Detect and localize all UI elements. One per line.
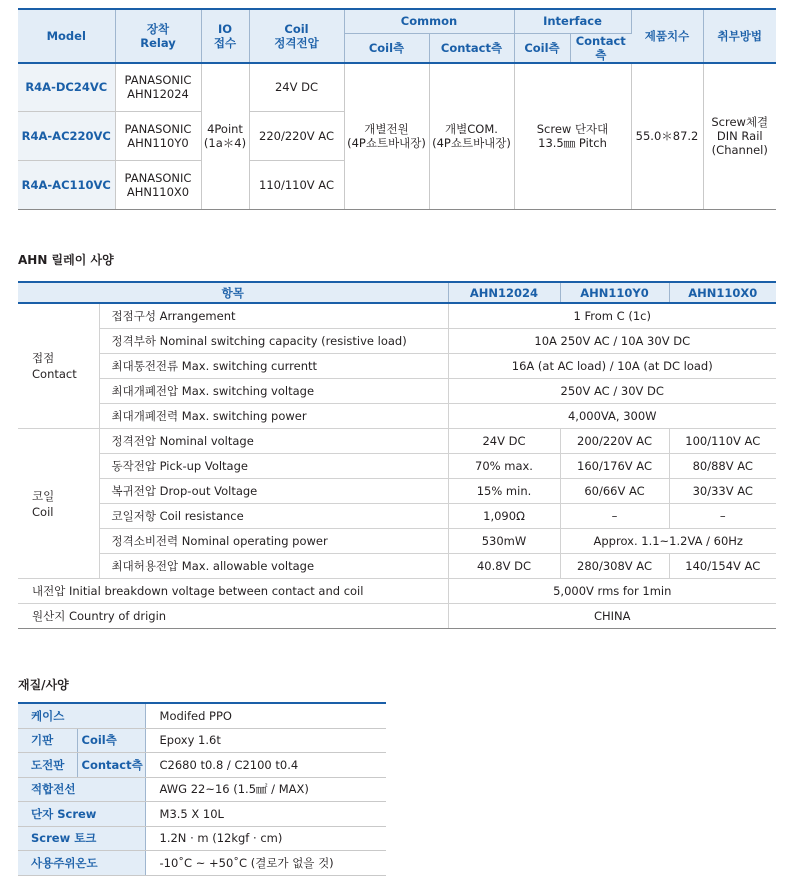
spec-value: 530mW bbox=[448, 529, 560, 554]
spec-value: 4,000VA, 300W bbox=[448, 404, 776, 429]
spec-label: 정격소비전력 Nominal operating power bbox=[99, 529, 448, 554]
header-coil: Coil 정격전압 bbox=[249, 9, 344, 63]
spec-value: 160/176V AC bbox=[560, 454, 669, 479]
material-table bbox=[18, 702, 386, 876]
spec-value: 16A (at AC load) / 10A (at DC load) bbox=[448, 354, 776, 379]
spec-value: Approx. 1.1~1.2VA / 60Hz bbox=[560, 529, 776, 554]
spec-value: CHINA bbox=[448, 604, 776, 629]
header-relay: 장착 Relay bbox=[115, 9, 201, 63]
spec-label: 코일저항 Coil resistance bbox=[99, 504, 448, 529]
section-title-material: 재질/사양 bbox=[18, 678, 69, 692]
material-label: 적합전선 bbox=[18, 777, 145, 802]
spec-value: 60/66V AC bbox=[560, 479, 669, 504]
header-ahn110y0: AHN110Y0 bbox=[560, 282, 669, 303]
common-contact-cell: 개별COM. (4P쇼트바내장) bbox=[429, 63, 514, 210]
spec-label: 접점구성 Arrangement bbox=[99, 303, 448, 329]
material-value: C2680 t0.8 / C2100 t0.4 bbox=[145, 753, 386, 778]
spec-value: 1,090Ω bbox=[448, 504, 560, 529]
material-value: 1.2N · m (12kgf · cm) bbox=[145, 826, 386, 851]
spec-label: 원산지 Country of drigin bbox=[18, 604, 448, 629]
spec-label: 내전압 Initial breakdown voltage between contact and coil bbox=[18, 579, 448, 604]
relay-spec-table bbox=[18, 281, 776, 629]
model-cell: R4A-DC24VC bbox=[18, 63, 115, 112]
spec-label: 복귀전압 Drop-out Voltage bbox=[99, 479, 448, 504]
material-value: Epoxy 1.6t bbox=[145, 728, 386, 753]
spec-value: 140/154V AC bbox=[669, 554, 776, 579]
material-sub-label: Coil측 bbox=[77, 728, 145, 753]
interface-cell: Screw 단자대 13.5㎜ Pitch bbox=[514, 63, 631, 210]
header-common-contact: Contact측 bbox=[429, 33, 514, 63]
coil-group-label: 코일 Coil bbox=[18, 429, 99, 579]
header-ahn12024: AHN12024 bbox=[448, 282, 560, 303]
material-value: Modifed PPO bbox=[145, 703, 386, 728]
material-value: AWG 22~16 (1.5㎟ / MAX) bbox=[145, 777, 386, 802]
header-model: Model bbox=[18, 9, 115, 63]
spec-value: 280/308V AC bbox=[560, 554, 669, 579]
spec-value: 5,000V rms for 1min bbox=[448, 579, 776, 604]
spec-value: 24V DC bbox=[448, 429, 560, 454]
section-title-relay-spec: AHN 릴레이 사양 bbox=[18, 253, 114, 267]
material-label: 도전판 bbox=[18, 753, 77, 778]
spec-value: 15% min. bbox=[448, 479, 560, 504]
model-cell: R4A-AC110VC bbox=[18, 161, 115, 210]
spec-label: 최대통전전류 Max. switching currentt bbox=[99, 354, 448, 379]
spec-label: 정격부하 Nominal switching capacity (resistive load) bbox=[99, 329, 448, 354]
spec-value: 1 From C (1c) bbox=[448, 303, 776, 329]
material-label: 케이스 bbox=[18, 703, 145, 728]
model-cell: R4A-AC220VC bbox=[18, 112, 115, 161]
header-if-contact: Contact측 bbox=[570, 33, 631, 63]
coil-voltage-cell: 110/110V AC bbox=[249, 161, 344, 210]
io-cell: 4Point (1a＊4) bbox=[201, 63, 249, 210]
relay-cell: PANASONIC AHN110Y0 bbox=[115, 112, 201, 161]
material-value: -10˚C ~ +50˚C (결로가 없을 것) bbox=[145, 851, 386, 876]
contact-group-label: 접점 Contact bbox=[18, 303, 99, 429]
coil-voltage-cell: 220/220V AC bbox=[249, 112, 344, 161]
model-table bbox=[18, 8, 776, 210]
header-interface: Interface bbox=[514, 9, 631, 33]
coil-voltage-cell: 24V DC bbox=[249, 63, 344, 112]
material-label: 기판 bbox=[18, 728, 77, 753]
spec-value: 30/33V AC bbox=[669, 479, 776, 504]
spec-value: – bbox=[560, 504, 669, 529]
relay-cell: PANASONIC AHN110X0 bbox=[115, 161, 201, 210]
spec-label: 최대개폐전압 Max. switching voltage bbox=[99, 379, 448, 404]
material-label: Screw 토크 bbox=[18, 826, 145, 851]
header-if-coil: Coil측 bbox=[514, 33, 570, 63]
material-sub-label: Contact측 bbox=[77, 753, 145, 778]
relay-cell: PANASONIC AHN12024 bbox=[115, 63, 201, 112]
material-label: 사용주위온도 bbox=[18, 851, 145, 876]
handling-cell: Screw체결 DIN Rail (Channel) bbox=[703, 63, 776, 210]
spec-value: 200/220V AC bbox=[560, 429, 669, 454]
header-common: Common bbox=[344, 9, 514, 33]
spec-value: 100/110V AC bbox=[669, 429, 776, 454]
header-item: 항목 bbox=[18, 282, 448, 303]
header-handling: 취부방법 bbox=[703, 9, 776, 63]
header-ahn110x0: AHN110X0 bbox=[669, 282, 776, 303]
spec-value: 250V AC / 30V DC bbox=[448, 379, 776, 404]
spec-label: 동작전압 Pick-up Voltage bbox=[99, 454, 448, 479]
spec-value: 80/88V AC bbox=[669, 454, 776, 479]
spec-label: 정격전압 Nominal voltage bbox=[99, 429, 448, 454]
spec-value: 40.8V DC bbox=[448, 554, 560, 579]
spec-label: 최대허용전압 Max. allowable voltage bbox=[99, 554, 448, 579]
common-coil-cell: 개별전원 (4P쇼트바내장) bbox=[344, 63, 429, 210]
spec-value: 70% max. bbox=[448, 454, 560, 479]
spec-value: – bbox=[669, 504, 776, 529]
material-value: M3.5 X 10L bbox=[145, 802, 386, 827]
header-io: IO 접수 bbox=[201, 9, 249, 63]
header-common-coil: Coil측 bbox=[344, 33, 429, 63]
spec-label: 최대개폐전력 Max. switching power bbox=[99, 404, 448, 429]
material-label: 단자 Screw bbox=[18, 802, 145, 827]
spec-value: 10A 250V AC / 10A 30V DC bbox=[448, 329, 776, 354]
size-cell: 55.0＊87.2 bbox=[631, 63, 703, 210]
header-size: 제품치수 bbox=[631, 9, 703, 63]
